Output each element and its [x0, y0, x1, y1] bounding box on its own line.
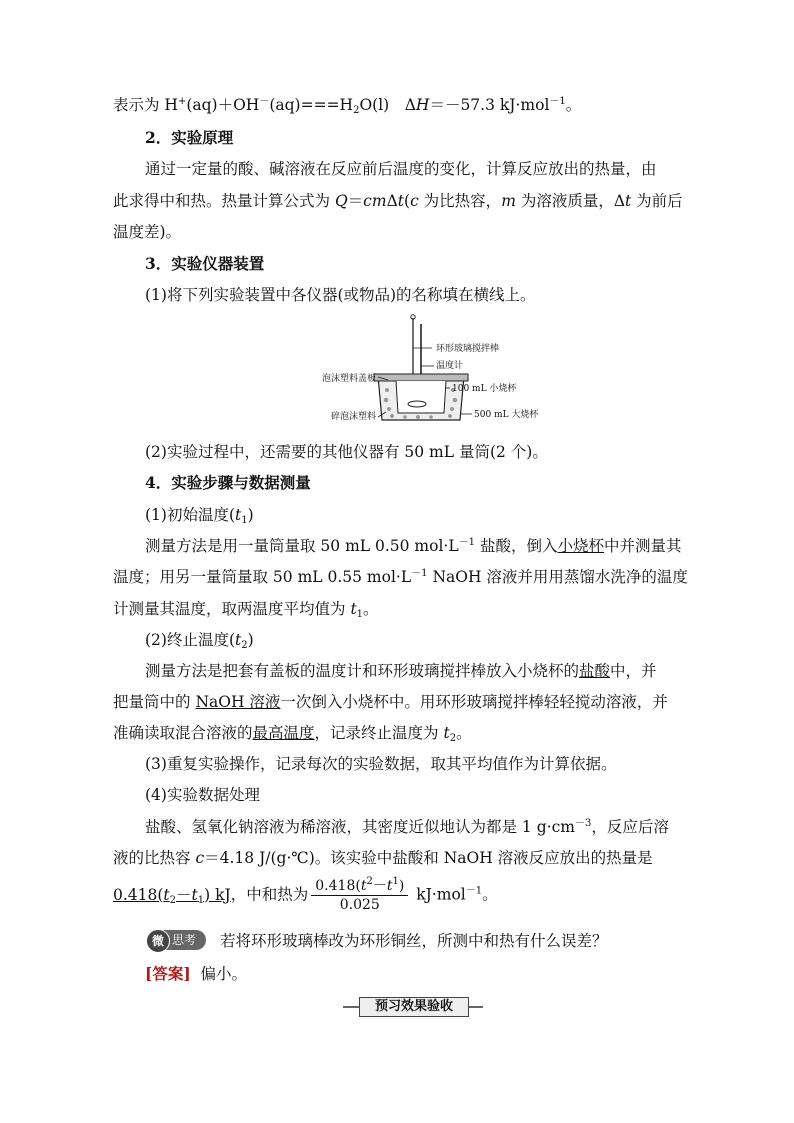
section-2-title: 2．实验原理 — [145, 128, 234, 147]
subheading: (1)初始温度$(t_1)$ — [145, 506, 254, 526]
paragraph: 准确读取混合溶液的最高温度，记录终止温度为 $t_2$。 — [113, 724, 472, 744]
calorimeter-diagram — [300, 312, 540, 428]
section-banner: 预习效果验收 — [343, 997, 483, 1017]
paragraph: 把量筒中的 NaOH 溶液一次倒入小烧杯中。用环形玻璃搅拌棒轻轻搅动溶液，并 — [113, 693, 668, 711]
section-4-title: 4．实验步骤与数据测量 — [145, 473, 311, 492]
paragraph: 测量方法是把套有盖板的温度计和环形玻璃搅拌棒放入小烧杯的盐酸中，并 — [145, 662, 657, 680]
paragraph: 液的比热容 c＝4.18 J/(g·℃)。该实验中盐酸和 NaOH 溶液反应放出的热量是 — [113, 849, 653, 867]
label-thermometer: 温度计 — [436, 361, 464, 371]
label-stirrer: 环形玻璃搅拌棒 — [436, 344, 500, 354]
label-lid: 泡沫塑料盖板 — [321, 374, 376, 384]
wei-icon: 微 — [146, 929, 170, 953]
section-3-title: 3．实验仪器装置 — [145, 254, 265, 273]
think-question: 若将环形玻璃棒改为环形铜丝，所测中和热有什么误差？ — [220, 932, 608, 950]
subheading: (4)实验数据处理 — [145, 786, 260, 804]
paragraph: 此求得中和热。热量计算公式为 Q＝cmΔt(c 为比热容，m 为溶液质量，Δt 为前后 — [113, 192, 683, 210]
paragraph: 盐酸、氢氧化钠溶液为稀溶液，其密度近似地认为都是 1 $g\cdot cm^{-3}$，反应后溶 — [145, 818, 669, 836]
paragraph: 测量方法是用一量筒量取 50 mL 0.50 $mol\cdot L^{-1}$ 盐酸，倒入小烧杯中并测量其 — [145, 537, 682, 555]
fraction: $\frac{0.418(t^2-t^1)}{0.025}$ — [311, 877, 408, 914]
think-badge: 微 思考 — [148, 930, 206, 950]
paragraph: 温度；用另一量筒量取 50 mL 0.55 $mol\cdot L^{-1}$ NaOH 溶液并用用蒸馏水洗净的温度 — [113, 568, 688, 586]
paragraph: 计测量其温度，取两温度平均值为 $t_1$。 — [113, 600, 379, 620]
answer-label: [答案] — [145, 964, 191, 983]
paragraph: (3)重复实验操作，记录每次的实验数据，取其平均值作为计算依据。 — [145, 755, 617, 773]
label-big-beaker: 500 mL 大烧杯 — [474, 410, 539, 420]
label-foam: 碎泡沫塑料 — [330, 412, 376, 422]
answer: [答案] 偏小。 — [145, 964, 248, 983]
label-small-beaker: 100 mL 小烧杯 — [452, 384, 517, 394]
heat-formula: $0.418(t_2-t_1)$ kJ，中和热为 $\frac{0.418(t^2-t^1)}{0.025}$ kJ·mol$^{-1}$。 — [113, 876, 498, 913]
paragraph: 通过一定量的酸、碱溶液在反应前后温度的变化，计算反应放出的热量，由 — [145, 160, 657, 178]
paragraph: (1)将下列实验装置中各仪器(或物品)的名称填在横线上。 — [145, 286, 536, 304]
paragraph: 温度差)。 — [113, 223, 182, 241]
enthalpy-equation: 表示为 $H^+(aq)+OH^-(aq)===H_2O(l)$ ΔH＝－57.3 kJ·mol$^{-1}$。 — [113, 96, 582, 116]
paragraph: (2)实验过程中，还需要的其他仪器有 50 mL 量筒(2 个)。 — [145, 443, 548, 461]
subheading: (2)终止温度$(t_2)$ — [145, 631, 254, 651]
